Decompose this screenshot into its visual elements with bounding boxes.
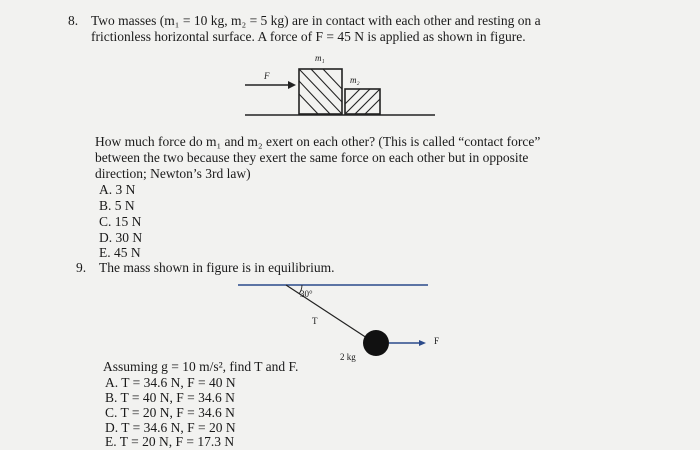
q8-line1: Two masses (m₁ = 10 kg, m₂ = 5 kg) are in contact with each other and resting on a — [91, 13, 541, 28]
q8-option-a: A. 3 N — [99, 182, 136, 197]
block-m2 — [345, 89, 380, 114]
q8-question-line2: between the two because they exert the same force on each other but in opposite — [95, 150, 529, 165]
q9-option-d: D. T = 34.6 N, F = 20 N — [105, 420, 236, 435]
q9-option-a: A. T = 34.6 N, F = 40 N — [105, 375, 236, 390]
q8-question-line3: direction; Newton’s 3rd law) — [95, 166, 251, 181]
q8-option-b: B. 5 N — [99, 198, 135, 213]
label-m1: m₁ — [315, 53, 325, 63]
force-label: F — [434, 336, 440, 346]
q8-question-line1: How much force do m₁ and m₂ exert on each other? (This is called “contact force” — [95, 134, 541, 149]
string-line — [286, 285, 370, 340]
label-m2: m₂ — [350, 75, 360, 85]
q9-option-b: B. T = 40 N, F = 34.6 N — [105, 390, 235, 405]
horizontal-force-arrowhead — [419, 340, 426, 346]
q8-block-figure — [230, 45, 450, 125]
q9-option-e: E. T = 20 N, F = 17.3 N — [105, 434, 235, 449]
mass-ball — [363, 330, 389, 356]
q8-option-c: C. 15 N — [99, 214, 142, 229]
q8-option-d: D. 30 N — [99, 230, 143, 245]
angle-label: 30° — [300, 289, 313, 299]
q9-option-c: C. T = 20 N, F = 34.6 N — [105, 405, 235, 420]
q8-option-e: E. 45 N — [99, 245, 141, 260]
q9-statement: The mass shown in figure is in equilibrium. — [99, 260, 335, 275]
mass-label: 2 kg — [340, 352, 356, 362]
force-arrowhead — [288, 81, 296, 89]
q9-given: Assuming g = 10 m/s², find T and F. — [103, 359, 299, 374]
tension-label: T — [312, 316, 318, 326]
q8-line2: frictionless horizontal surface. A force of F = 45 N is applied as shown in figure. — [91, 29, 526, 44]
label-force: F⃗ — [264, 71, 277, 81]
q8-number: 8. — [68, 13, 79, 28]
block-m1-hatching — [299, 69, 342, 114]
block-m2-hatching — [335, 89, 390, 114]
q9-number: 9. — [76, 260, 87, 275]
